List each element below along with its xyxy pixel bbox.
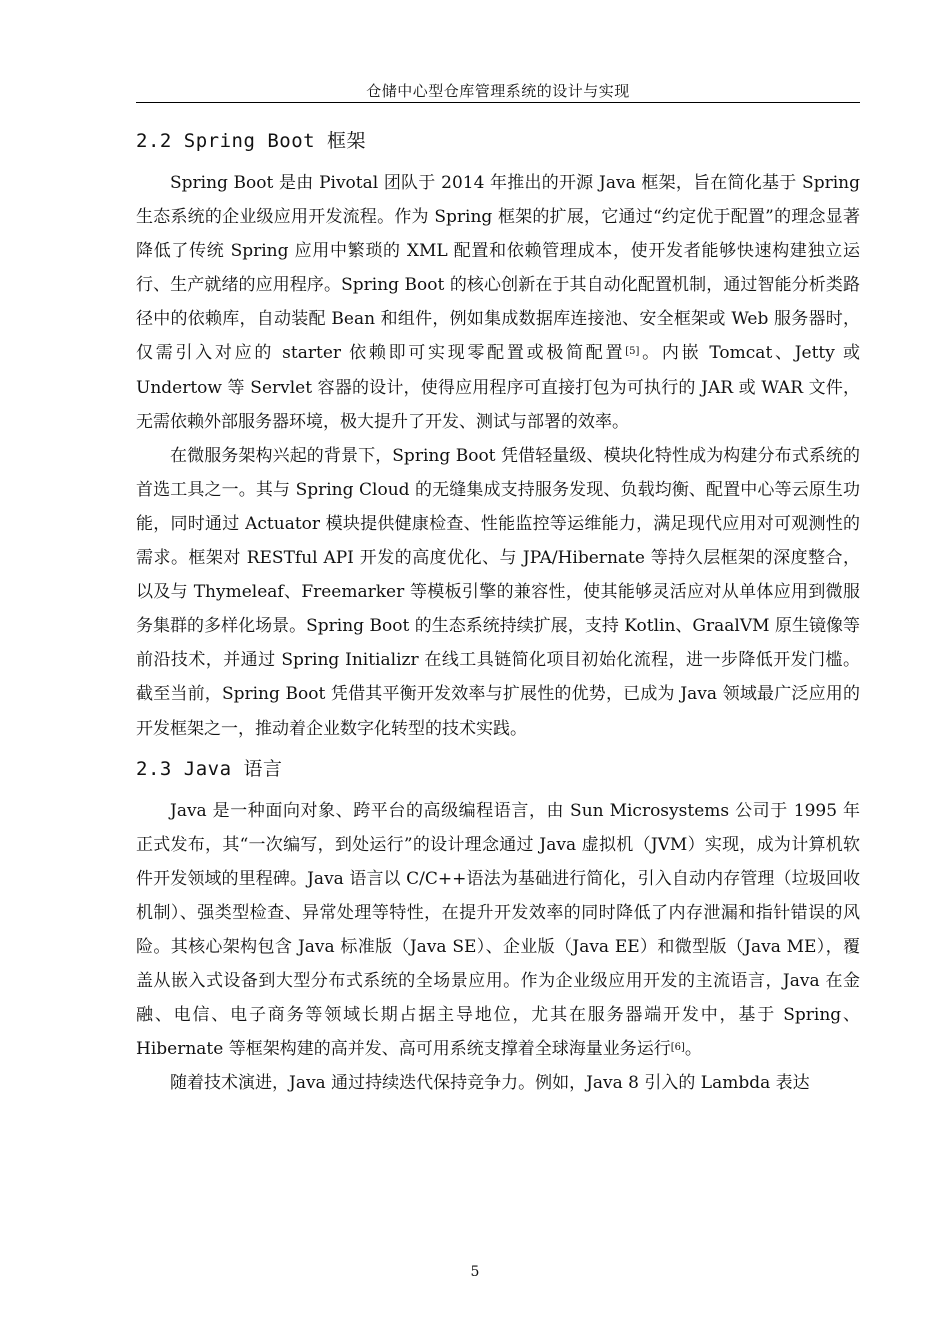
citation-ref: [5] [625, 346, 640, 358]
paragraph-text: Spring Boot 是由 Pivotal 团队于 2014 年推出的开源 Java 框架，旨在简化基于 Spring 生态系统的企业级应用开发流程。作为 Spring 框架的扩展，它通过“约定优于配置”的理念显著降低了传统 Spring 应用中繁琐的 XML 配置和依赖管理成本，使开发者能够快速构建独立运行、生产就绪的应用程序。Spring Boot 的核心创新在于其自动化配置机制，通过智能分析类路径中的依赖库，自动装配 Bean 和组件，例如集成数据库连接池、安全框架或 Web 服务器时，仅需引入对应的 starter 依赖即可实现零配置或极简配置 [136, 173, 860, 364]
paragraph-text: 。 [684, 1039, 702, 1060]
section-heading-java: 2.3 Java 语言 [136, 757, 283, 780]
citation-ref: [6] [670, 1042, 685, 1054]
paragraph-spring-boot-intro [136, 166, 860, 439]
paragraph-java-intro [136, 794, 860, 1067]
running-header-title: 仓储中心型仓库管理系统的设计与实现 [366, 82, 630, 100]
section-heading-spring-boot: 2.2 Spring Boot 框架 [136, 130, 367, 152]
paragraph-text: Java 是一种面向对象、跨平台的高级编程语言，由 Sun Microsystems 公司于 1995 年正式发布，其“一次编写，到处运行”的设计理念通过 Java 虚拟机（JVM）实现，成为计算机软件开发领域的里程碑。Java 语言以 C/C++语法为基础进行简化，引入自动内存管理（垃圾回收机制）、强类型检查、异常处理等特性，在提升开发效率的同时降低了内存泄漏和指针错误的风险。其核心架构包含 Java 标准版（Java SE）、企业版（Java EE）和微型版（Java ME），覆盖从嵌入式设备到大型分布式系统的全场景应用。作为企业级应用开发的主流语言，Java 在金融、电信、电子商务等领域长期占据主导地位，尤其在服务器端开发中，基于 Spring、Hibernate 等框架构建的高并发、高可用系统支撑着全球海量业务运行 [136, 800, 860, 1060]
page-number: 5 [470, 1264, 480, 1280]
header-divider [136, 102, 860, 103]
paragraph-java-evolution: 随着技术演进，Java 通过持续迭代保持竞争力。例如，Java 8 引入的 Lambda 表达 [170, 1073, 810, 1094]
paragraph-spring-boot-microservices: 在微服务架构兴起的背景下，Spring Boot 凭借轻量级、模块化特性成为构建分布式系统的首选工具之一。其与 Spring Cloud 的无缝集成支持服务发现、负载均衡、配置中心等云原生功能，同时通过 Actuator 模块提供健康检查、性能监控等运维能力，满足现代应用对可观测性的需求。框架对 RESTful API 开发的高度优化、与 JPA/Hibernate 等持久层框架的深度整合，以及与 Thymeleaf、Freemarker 等模板引擎的兼容性，使其能够灵活应对从单体应用到微服务集群的多样化场景。Spring Boot 的生态系统持续扩展，支持 Kotlin、GraalVM 原生镜像等前沿技术，并通过 Spring Initializr 在线工具链简化项目初始化流程，进一步降低开发门槛。截至当前，Spring Boot 凭借其平衡开发效率与扩展性的优势，已成为 Java 领域最广泛应用的开发框架之一，推动着企业数字化转型的技术实践。 [136, 445, 860, 739]
paragraph-text: 。内嵌 Tomcat、Jetty 或 Undertow 等 Servlet 容器的设计，使得应用程序可直接打包为可执行的 JAR 或 WAR 文件，无需依赖外部服务器环境，极大提升了开发、测试与部署的效率。 [136, 343, 860, 432]
page-body [136, 124, 860, 1100]
